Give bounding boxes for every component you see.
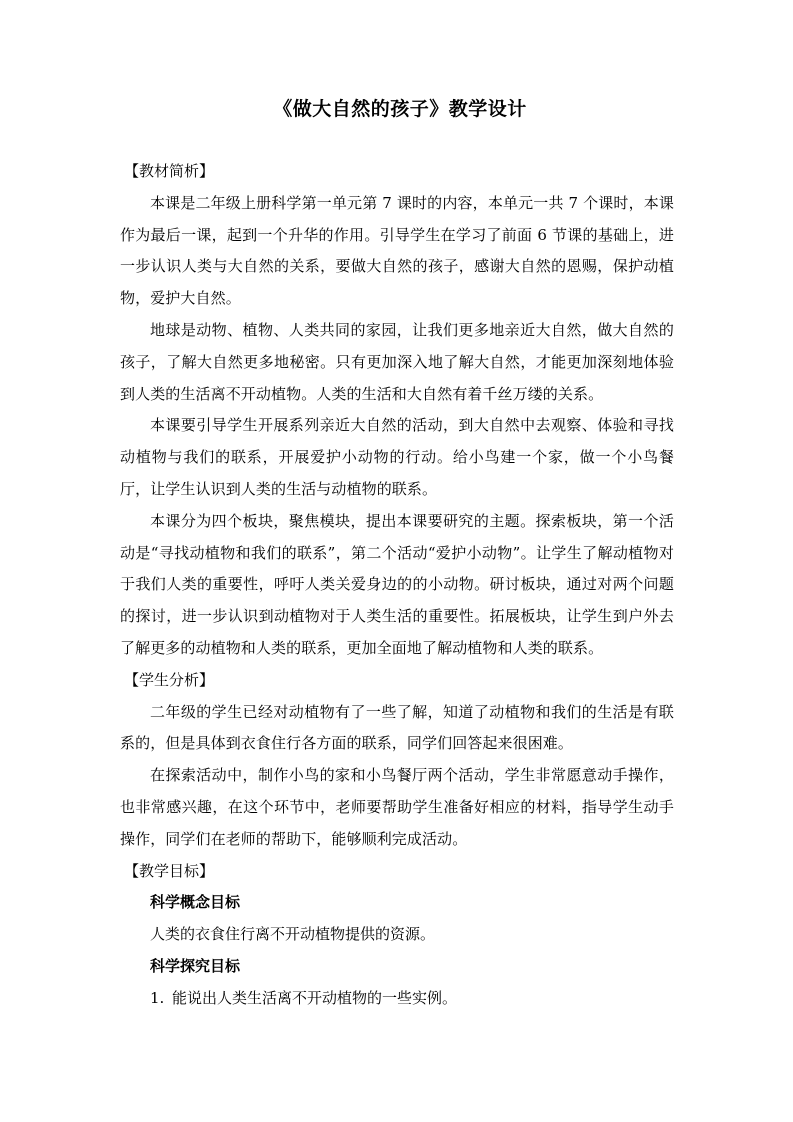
document-page bbox=[120, 92, 674, 1015]
section-materials bbox=[120, 156, 674, 665]
section-heading-students: 【学生分析】 bbox=[124, 670, 215, 689]
page-title: 《做大自然的孩子》教学设计 bbox=[273, 98, 527, 120]
list-item-number: 1. bbox=[150, 988, 165, 1007]
paragraph: 在探索活动中，制作小鸟的家和小鸟餐厅两个活动，学生非常愿意动手操作，也非常感兴趣，在这个环节中，老师要帮助学生准备好相应的材料，指导学生动手操作，同学们在老师的帮助下，能够顺利完成活动。 bbox=[120, 766, 674, 848]
section-heading-materials: 【教材简析】 bbox=[124, 162, 215, 180]
subheading-concept-goals: 科学概念目标 bbox=[150, 893, 241, 912]
section-heading-goals: 【教学目标】 bbox=[124, 861, 215, 880]
paragraph: 二年级的学生已经对动植物有了一些了解，知道了动植物和我们的生活是有联系的，但是具体到衣食住行各方面的联系，同学们回答起来很困难。 bbox=[120, 702, 674, 753]
paragraph: 本课分为四个板块，聚焦模块，提出本课要研究的主题。探索板块，第一个活动是“寻找动植物和我们的联系”，第二个活动“爱护小动物”。让学生了解动植物对于我们人类的重要性，呼吁人类关爱身边的的小动物。研讨板块，通过对两个问题的探讨，进一步认识到动植物对于人类生活的重要性。拓展板块，让学生到户外去了解更多的动植物和人类的联系，更加全面地了解动植物和人类的联系。 bbox=[120, 511, 674, 657]
paragraph: 本课是二年级上册科学第一单元第 7 课时的内容，本单元一共 7 个课时，本课作为最后一课，起到一个升华的作用。引导学生在学习了前面 6 节课的基础上，进一步认识人类与大自然的关系，要做大自然的孩子，感谢大自然的恩赐，保护动植物，爱护大自然。 bbox=[120, 193, 674, 308]
paragraph: 本课要引导学生开展系列亲近大自然的活动，到大自然中去观察、体验和寻找动植物与我们的联系，开展爱护小动物的行动。给小鸟建一个家，做一个小鸟餐厅，让学生认识到人类的生活与动植物的联系。 bbox=[120, 416, 674, 498]
list-item bbox=[120, 983, 674, 1015]
section-goals bbox=[120, 856, 674, 1015]
paragraph: 地球是动物、植物、人类共同的家园，让我们更多地亲近大自然，做大自然的孩子，了解大自然更多地秘密。只有更加深入地了解大自然，才能更加深刻地体验到人类的生活离不开动植物。人类的生活和大自然有着千丝万缕的关系。 bbox=[120, 320, 674, 403]
subheading-inquiry-goals: 科学探究目标 bbox=[150, 956, 241, 975]
section-students bbox=[120, 665, 674, 856]
list-item-text: 能说出人类生活离不开动植物的一些实例。 bbox=[172, 988, 458, 1007]
concept-goal-text: 人类的衣食住行离不开动植物提供的资源。 bbox=[150, 925, 436, 944]
